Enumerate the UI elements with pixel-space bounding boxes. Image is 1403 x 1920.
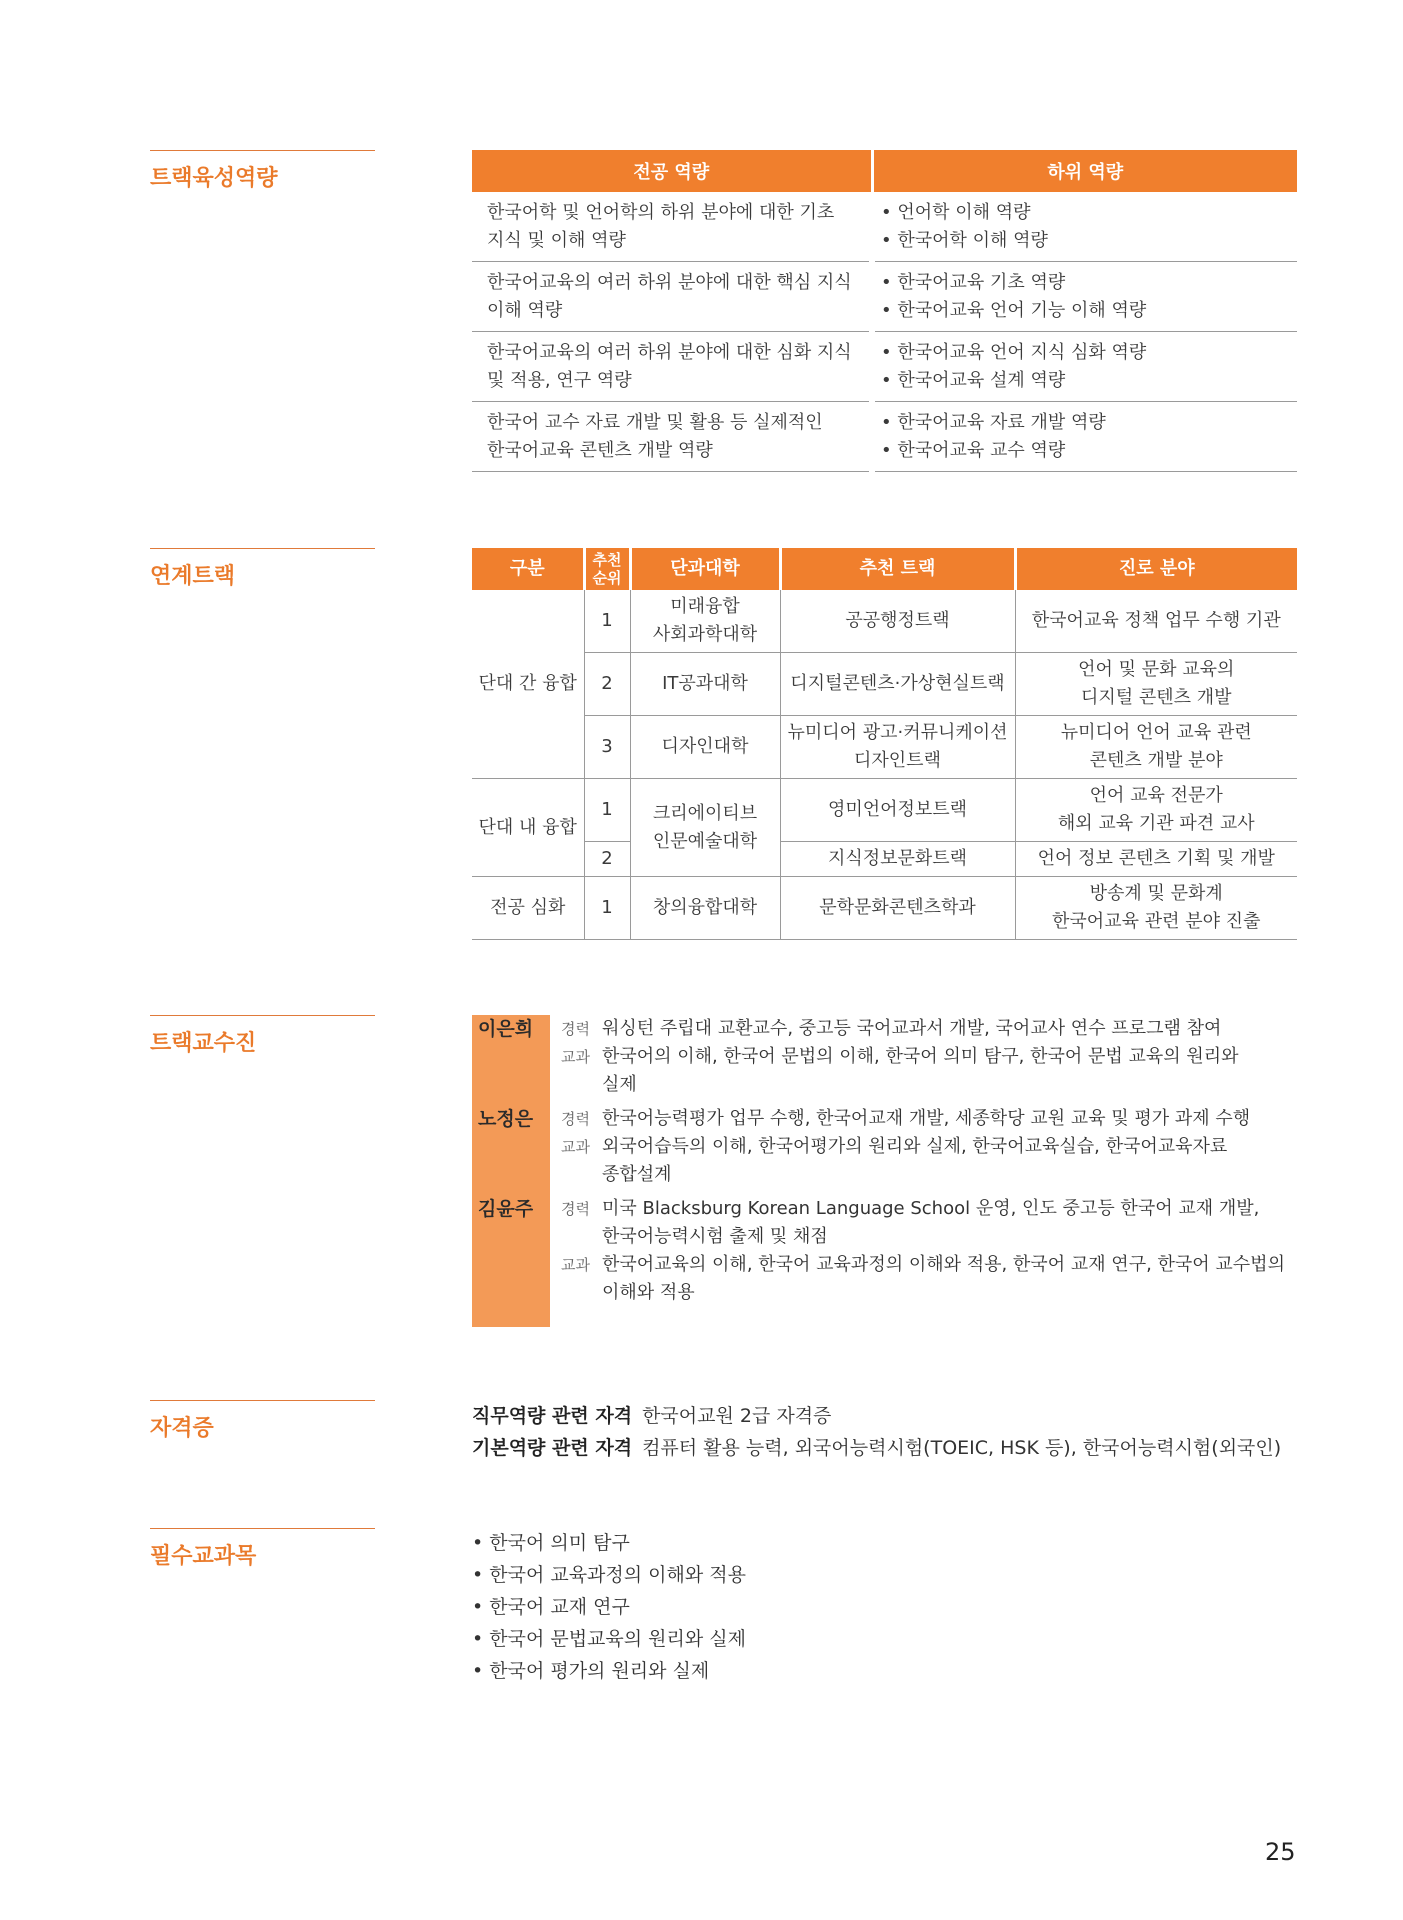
- career-cell: 언어 및 문화 교육의 디지털 콘텐츠 개발: [1015, 653, 1297, 716]
- header-college: 단과대학: [630, 548, 780, 590]
- rank-cell: 2: [584, 842, 630, 877]
- table-row: [472, 653, 1297, 716]
- track-cell: 디지털콘텐츠·가상현실트랙: [780, 653, 1015, 716]
- table-row: [472, 402, 1297, 472]
- faculty-name: 김윤주: [478, 1198, 534, 1220]
- header-career: 진로 분야: [1015, 548, 1297, 590]
- list-item: • 한국어 평가의 원리와 실제: [472, 1660, 710, 1682]
- certificate-value: 컴퓨터 활용 능력, 외국어능력시험(TOEIC, HSK 등), 한국어능력시험(외국인): [642, 1437, 1282, 1459]
- certificates-list: [472, 1400, 1281, 1464]
- rank-cell: 1: [584, 779, 630, 842]
- category-cell: 단대 간 융합: [472, 590, 584, 779]
- college-cell: 디자인대학: [630, 716, 780, 779]
- table-row: [472, 877, 1297, 940]
- faculty-item: [472, 1105, 1302, 1189]
- sub-competency-cell: • 한국어교육 언어 지식 심화 역량 • 한국어교육 설계 역량: [872, 332, 1297, 402]
- career-tag: 경력: [561, 1020, 590, 1038]
- list-item: • 한국어 의미 탐구: [472, 1532, 630, 1554]
- faculty-career: 경력 한국어능력평가 업무 수행, 한국어교재 개발, 세종학당 교원 교육 및 평가 과제 수행: [472, 1105, 1302, 1133]
- competency-table: [472, 150, 1297, 472]
- faculty-name: 이은희: [478, 1018, 534, 1040]
- certificate-value: 한국어교원 2급 자격증: [642, 1405, 832, 1427]
- course-tag: 교과: [561, 1048, 590, 1066]
- header-rank: 추천 순위: [584, 548, 630, 590]
- category-cell: 단대 내 융합: [472, 779, 584, 877]
- major-competency-cell: 한국어학 및 언어학의 하위 분야에 대한 기초 지식 및 이해 역량: [472, 192, 872, 262]
- major-competency-cell: 한국어교육의 여러 하위 분야에 대한 핵심 지식 이해 역량: [472, 262, 872, 332]
- major-competency-cell: 한국어교육의 여러 하위 분야에 대한 심화 지식 및 적용, 연구 역량: [472, 332, 872, 402]
- table-row: [472, 716, 1297, 779]
- section-label-competency: 트랙육성역량: [150, 150, 375, 192]
- course-tag: 교과: [561, 1138, 590, 1156]
- career-tag: 경력: [561, 1200, 590, 1218]
- career-cell: 뉴미디어 언어 교육 관련 콘텐츠 개발 분야: [1015, 716, 1297, 779]
- page-number: 25: [1265, 1838, 1296, 1866]
- rank-cell: 3: [584, 716, 630, 779]
- major-competency-cell: 한국어 교수 자료 개발 및 활용 등 실제적인 한국어교육 콘텐츠 개발 역량: [472, 402, 872, 472]
- college-cell: 미래융합 사회과학대학: [630, 590, 780, 653]
- faculty-list: [472, 1015, 1302, 1307]
- linked-track-table: [472, 548, 1297, 940]
- table-row: [472, 779, 1297, 842]
- certificate-item: [472, 1432, 1281, 1464]
- required-courses-list: [472, 1527, 746, 1687]
- college-cell: IT공과대학: [630, 653, 780, 716]
- header-sub-competency: 하위 역량: [872, 150, 1297, 192]
- table-row: [472, 590, 1297, 653]
- college-cell: 창의융합대학: [630, 877, 780, 940]
- table-row: [472, 842, 1297, 877]
- rank-cell: 2: [584, 653, 630, 716]
- section-label-faculty: 트랙교수진: [150, 1015, 375, 1057]
- certificate-label: 직무역량 관련 자격: [472, 1405, 633, 1427]
- header-track: 추천 트랙: [780, 548, 1015, 590]
- header-major-competency: 전공 역량: [472, 150, 872, 192]
- sub-competency-cell: • 한국어교육 기초 역량 • 한국어교육 언어 기능 이해 역량: [872, 262, 1297, 332]
- faculty-courses: 교과 한국어의 이해, 한국어 문법의 이해, 한국어 의미 탐구, 한국어 문법 교육의 원리와 실제: [472, 1043, 1302, 1099]
- category-cell: 전공 심화: [472, 877, 584, 940]
- table-row: [472, 192, 1297, 262]
- sub-competency-cell: • 한국어교육 자료 개발 역량 • 한국어교육 교수 역량: [872, 402, 1297, 472]
- certificate-label: 기본역량 관련 자격: [472, 1437, 633, 1459]
- faculty-courses: 교과 외국어습득의 이해, 한국어평가의 원리와 실제, 한국어교육실습, 한국어교육자료 종합설계: [472, 1133, 1302, 1189]
- table-header-row: [472, 548, 1297, 590]
- career-tag: 경력: [561, 1110, 590, 1128]
- career-cell: 언어 정보 콘텐츠 기획 및 개발: [1015, 842, 1297, 877]
- track-cell: 지식정보문화트랙: [780, 842, 1015, 877]
- certificate-item: [472, 1400, 1281, 1432]
- faculty-career: 경력 미국 Blacksburg Korean Language School 운영, 인도 중고등 한국어 교재 개발, 한국어능력시험 출제 및 채점: [472, 1195, 1302, 1251]
- faculty-name: 노정은: [478, 1108, 534, 1130]
- career-cell: 방송계 및 문화계 한국어교육 관련 분야 진출: [1015, 877, 1297, 940]
- course-tag: 교과: [561, 1256, 590, 1274]
- faculty-courses: 교과 한국어교육의 이해, 한국어 교육과정의 이해와 적용, 한국어 교재 연구, 한국어 교수법의 이해와 적용: [472, 1251, 1302, 1307]
- section-label-linked-track: 연계트랙: [150, 548, 375, 590]
- track-cell: 문학문화콘텐츠학과: [780, 877, 1015, 940]
- list-item: • 한국어 문법교육의 원리와 실제: [472, 1628, 746, 1650]
- track-cell: 영미언어정보트랙: [780, 779, 1015, 842]
- list-item: • 한국어 교육과정의 이해와 적용: [472, 1564, 746, 1586]
- career-cell: 언어 교육 전문가 해외 교육 기관 파견 교사: [1015, 779, 1297, 842]
- table-row: [472, 332, 1297, 402]
- list-item: • 한국어 교재 연구: [472, 1596, 630, 1618]
- faculty-item: [472, 1195, 1302, 1307]
- table-header-row: [472, 150, 1297, 192]
- college-cell: 크리에이티브 인문예술대학: [630, 779, 780, 877]
- section-label-required: 필수교과목: [150, 1528, 375, 1570]
- rank-cell: 1: [584, 877, 630, 940]
- faculty-item: [472, 1015, 1302, 1099]
- rank-cell: 1: [584, 590, 630, 653]
- sub-competency-cell: • 언어학 이해 역량 • 한국어학 이해 역량: [872, 192, 1297, 262]
- table-row: [472, 262, 1297, 332]
- track-cell: 공공행정트랙: [780, 590, 1015, 653]
- section-label-certificates: 자격증: [150, 1400, 375, 1442]
- career-cell: 한국어교육 정책 업무 수행 기관: [1015, 590, 1297, 653]
- header-category: 구분: [472, 548, 584, 590]
- track-cell: 뉴미디어 광고·커뮤니케이션 디자인트랙: [780, 716, 1015, 779]
- faculty-career: 경력 워싱턴 주립대 교환교수, 중고등 국어교과서 개발, 국어교사 연수 프로그램 참여: [472, 1015, 1302, 1043]
